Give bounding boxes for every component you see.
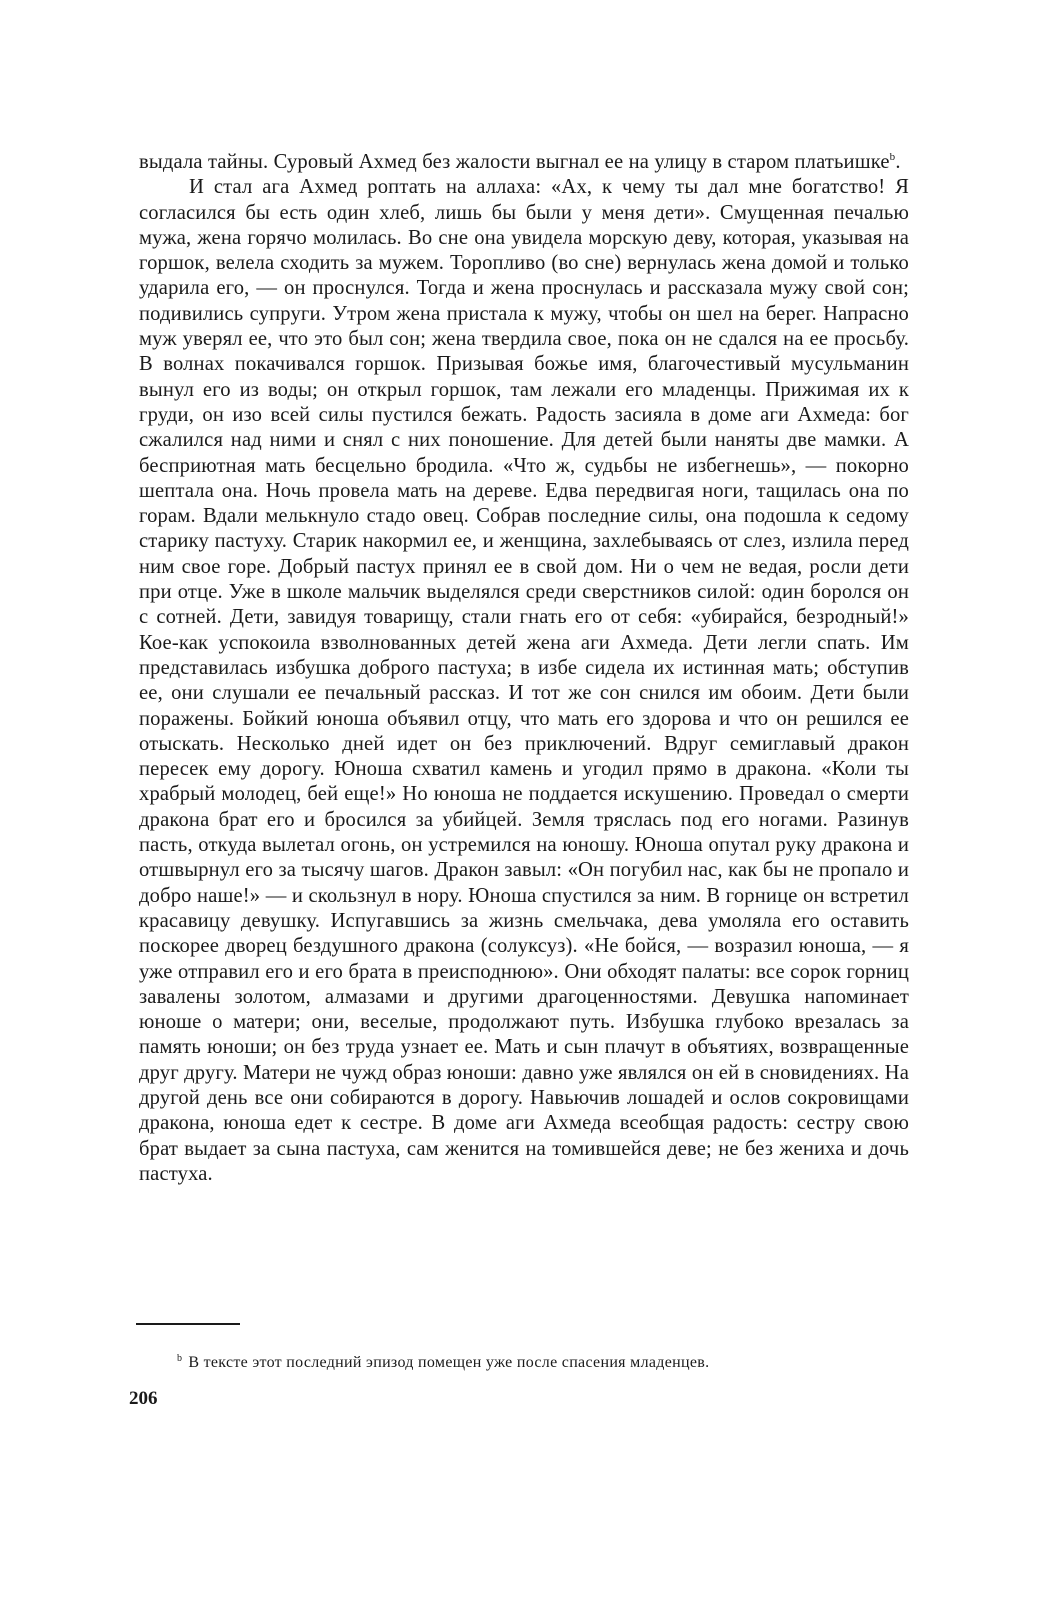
footnote-divider (136, 1323, 240, 1325)
page-number: 206 (129, 1388, 158, 1409)
footnote-reference: b (889, 151, 896, 163)
page-body (139, 150, 909, 1187)
paragraph: выдала тайны. Суровый Ахмед без жалости выгнал ее на улицу в старом платьишке$^b$. (139, 151, 901, 173)
footnote-mark: b (177, 1353, 183, 1364)
footnote (177, 1349, 907, 1373)
body-text (139, 150, 909, 1187)
paragraph-text: выдала тайны. Суровый Ахмед без жалости выгнал ее на улицу в старом платьишке (139, 151, 890, 173)
paragraph: И стал ага Ахмед роптать на аллаха: «Ах, к чему ты дал мне богатство! Я согласился бы есть один хлеб, лишь бы были у меня дети». Смущенная печалью мужа, жена горячо молилась. Во сне она увидела морскую деву, которая, указывая на горшок, велела сходить за мужем. Торопливо (во сне) вернулась жена домой и только ударила его, — он проснулся. Тогда и жена проснулась и рассказала мужу свой сон; подивились супруги. Утром жена пристала к мужу, чтобы он шел на берег. Напрасно муж уверял ее, что это был сон; жена твердила свое, пока он не сдался на ее просьбу. В волнах покачивался горшок. Призывая божье имя, благочестивый мусульманин вынул его из воды; он открыл горшок, там лежали его младенцы. Прижимая их к груди, он изо всей силы пустился бежать. Радость засияла в доме аги Ахмеда: бог сжалился над ними и снял с них поношение. Для детей были наняты две мамки. А бесприютная мать бесцельно бродила. «Что ж, судьбы не избегнешь», — покорно шептала она. Ночь провела мать на дереве. Едва передвигая ноги, тащилась она по горам. Вдали мелькнуло стадо овец. Собрав последние силы, она подошла к седому старику пастуху. Старик накормил ее, и женщина, захлебываясь от слез, излила перед ним свое горе. Добрый пастух принял ее в свой дом. Ни о чем не ведая, росли дети при отце. Уже в школе мальчик выделялся среди сверстников силой: один боролся он с сотней. Дети, завидуя товарищу, стали гнать его от себя: «убирайся, безродный!» Кое-как успокоила взволнованных детей жена аги Ахмеда. Дети легли спать. Им представилась избушка доброго пастуха; в избе сидела их истинная мать; обступив ее, они слушали ее печальный рассказ. И тот же сон снился им обоим. Дети были поражены. Бойкий юноша объявил отцу, что мать его здорова и что он решился ее отыскать. Несколько дней идет он без приключений. Вдруг семиглавый дракон пересек ему дорогу. Юноша схватил камень и угодил прямо в дракона. «Коли ты храбрый молодец, бей еще!» Но юноша не поддается искушению. Проведал о смерти дракона брат его и бросился за убийцей. Земля тряслась под его ногами. Разинув пасть, откуда вылетал огонь, он устремился на юношу. Юноша опутал руку дракона и отшвырнул его за тысячу шагов. Дракон завыл: «Он погубил нас, как бы не пропало и добро наше!» — и скользнул в нору. Юноша спустился за ним. В горнице он встретил красавицу девушку. Испугавшись за жизнь смельчака, дева умоляла его оставить поскорее дворец бездушного дракона (солуксуз). «Не бойся, — возразил юноша, — я уже отправил его и его брата в преисподнюю». Они обходят палаты: все сорок горниц завалены золотом, алмазами и другими драгоценностями. Девушка напоминает юноше о матери; они, веселые, продолжают путь. Избушка глубоко врезалась за память юноши; он без труда узнает ее. Мать и сын плачут в объятиях, возвращенные друг другу. Матери не чужд образ юноши: давно уже являлся он ей в сновидениях. На другой день все они собираются в дорогу. Навьючив лошадей и ослов сокровищами дракона, юноша едет к сестре. В доме аги Ахмеда всеобщая радость: сестру свою брат выдает за сына пастуха, сам женится на томившейся деве; не без жениха и дочь пастуха. (139, 176, 909, 1185)
footnote-text: В тексте этот последний эпизод помещен уже после спасения младенцев. (188, 1354, 710, 1371)
